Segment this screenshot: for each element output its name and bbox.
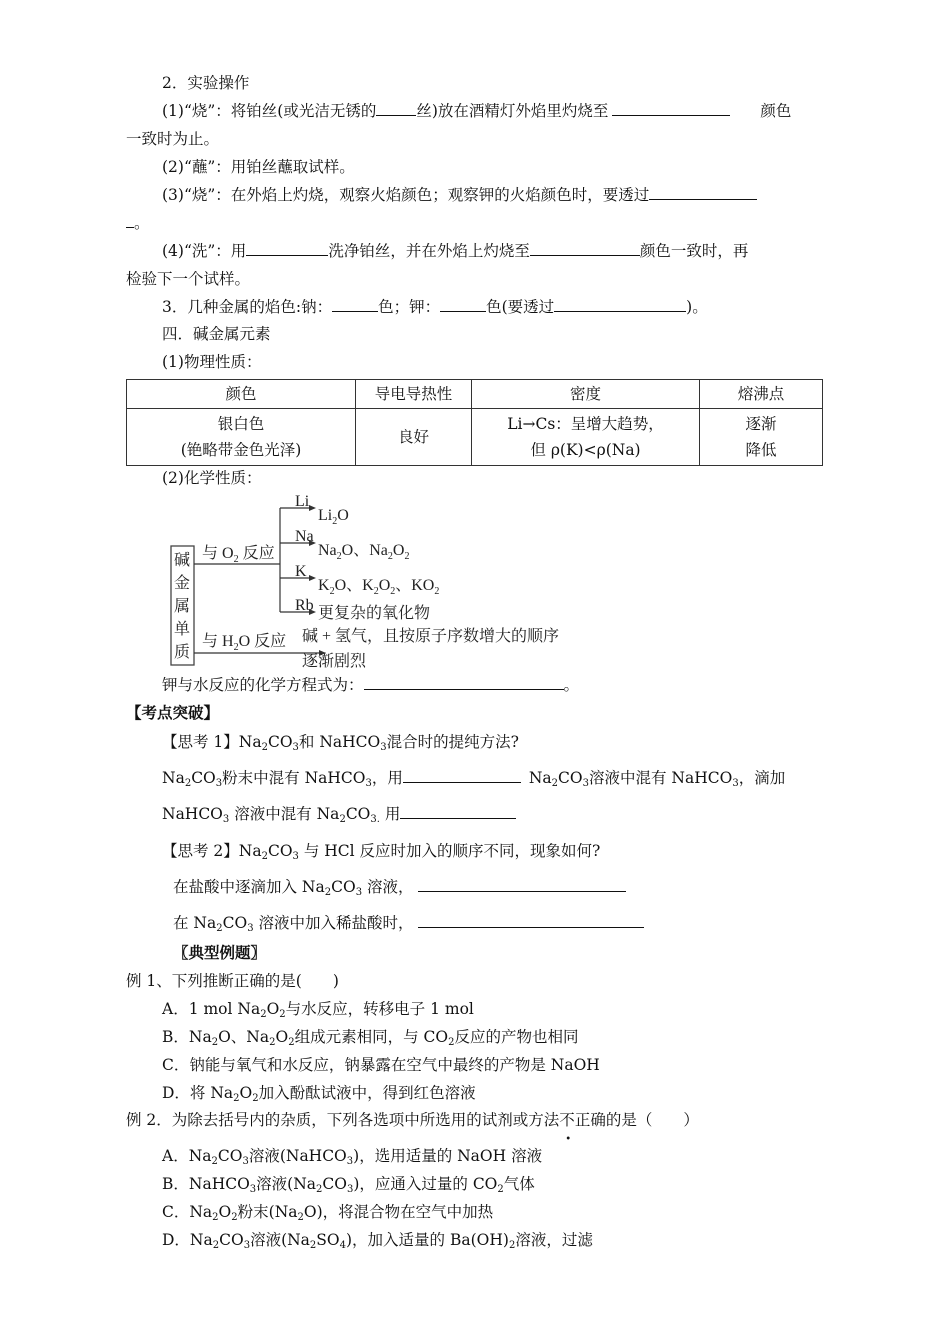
sec2-heading: 2．实验操作 — [162, 74, 250, 92]
h2o-product-line2: 逐渐剧烈 — [302, 653, 367, 670]
box-char: 金 — [174, 575, 191, 592]
h2o-product-line1: 碱 + 氢气，且按原子序数增大的顺序 — [302, 628, 560, 645]
typical-heading: 〖典型例题〗 — [173, 943, 267, 962]
th-density: 密度 — [472, 380, 700, 409]
blank[interactable] — [440, 296, 486, 312]
think1-line2: NaHCO$_3$ 溶液中混有 $Na_2CO_{3.}$ 用 — [162, 803, 516, 825]
blank[interactable] — [126, 212, 134, 228]
box-char: 单 — [174, 621, 191, 638]
td-mp: 逐渐 降低 — [700, 409, 823, 466]
rb-label: Rb — [295, 597, 314, 614]
box-char: 碱 — [174, 552, 191, 569]
k-label: K — [295, 563, 307, 580]
box-char: 质 — [174, 644, 191, 661]
think1-line1: $Na_2CO_3$粉末中混有 NaHCO$_3$，用 $Na_2CO_3$溶液中混有 NaHCO$_3$，滴加 — [162, 769, 786, 789]
sec2-step4: (4)“洗”：用 洗净铂丝，并在外焰上灼烧至 颜色一致时，再 — [162, 242, 749, 260]
sec3-flame-colors: 3．几种金属的焰色:钠： 色；钾： 色(要透过 )。 — [162, 298, 708, 316]
sec4-phys-label: (1)物理性质： — [162, 353, 262, 371]
blank[interactable] — [364, 674, 564, 690]
think2-line1: 在盐酸中逐滴加入 $Na_2CO_3$ 溶液， — [173, 876, 626, 898]
think1-title: 【思考 1】$Na_2CO_3$和 NaHCO$_3$混合时的提纯方法? — [162, 733, 519, 753]
blank[interactable] — [554, 296, 686, 312]
ex2-option-d[interactable]: D．$Na_2CO_3$溶液$(Na_2SO_4)$，加入适量的 $Ba(OH)_2$溶液，过滤 — [162, 1231, 593, 1251]
na-label: Na — [295, 528, 314, 545]
blank[interactable] — [400, 803, 516, 819]
blank[interactable] — [246, 240, 328, 256]
blank[interactable] — [418, 876, 626, 892]
li-product: $Li_2O$ — [318, 507, 349, 527]
ex2-option-c[interactable]: C．$Na_2O_2$粉末$(Na_2O)$，将混合物在空气中加热 — [162, 1203, 494, 1223]
blank[interactable] — [376, 100, 416, 116]
k-water-equation: 钾与水反应的化学方程式为： 。 — [162, 676, 580, 694]
ex2-question: 例 2．为除去括号内的杂质，下列各选项中所选用的试剂或方法不 • 正确的是（ ） — [126, 1111, 699, 1145]
sec2-step4-cont: 检验下一个试样。 — [126, 270, 251, 288]
sec2-step1: (1)“烧”：将铂丝(或光洁无锈的 丝)放在酒精灯外焰里灼烧至 颜色 — [162, 102, 792, 120]
sec2-step1-cont: 一致时为止。 — [126, 130, 220, 148]
ex1-option-c[interactable]: C．钠能与氧气和水反应，钠暴露在空气中最终的产物是 NaOH — [162, 1056, 600, 1074]
td-color: 银白色 (铯略带金色光泽) — [127, 409, 356, 466]
sec4-heading: 四．碱金属元素 — [162, 325, 271, 343]
sec4-chem-label: (2)化学性质： — [162, 469, 262, 487]
sec2-step3: (3)“烧”：在外焰上灼烧，观察火焰颜色；观察钾的火焰颜色时，要透过 — [162, 184, 757, 206]
th-conduct: 导电导热性 — [356, 380, 472, 409]
ex1-question: 例 1、下列推断正确的是( ) — [126, 972, 339, 990]
ex1-option-b[interactable]: B．$Na_2O$、$Na_2O_2$组成元素相同，与 $CO_2$反应的产物也相同 — [162, 1028, 579, 1048]
kaodian-heading: 【考点突破】 — [126, 703, 220, 722]
physical-properties-table — [126, 379, 823, 466]
td-conduct: 良好 — [356, 409, 472, 466]
sec2-step3-cont: 。 — [126, 212, 150, 234]
emphasis-dot-char: 不 • — [559, 1111, 575, 1145]
think2-line2: 在 $Na_2CO_3$ 溶液中加入稀盐酸时， — [173, 912, 644, 934]
k-product: $K_2O$、$K_2O_2$、$KO_2$ — [318, 577, 440, 597]
think2-title: 【思考 2】$Na_2CO_3$ 与 HCl 反应时加入的顺序不同，现象如何? — [162, 842, 601, 862]
th-mp: 熔沸点 — [700, 380, 823, 409]
ex2-option-b[interactable]: B．NaHCO$_3$溶液$(Na_2CO_3)$，应通入过量的 $CO_2$气体 — [162, 1175, 535, 1195]
blank[interactable] — [649, 184, 757, 200]
blank[interactable] — [332, 296, 378, 312]
na-product: $Na_2O$、$Na_2O_2$ — [318, 542, 410, 562]
ex1-option-a[interactable]: A．1 mol $Na_2O_2$与水反应，转移电子 1 mol — [162, 1000, 474, 1020]
th-color: 颜色 — [127, 380, 356, 409]
blank[interactable] — [612, 100, 730, 116]
o2-label: 与 $O_2$ 反应 — [202, 545, 275, 565]
li-label: Li — [295, 494, 310, 510]
sec2-step2: (2)“蘸”：用铂丝蘸取试样。 — [162, 158, 355, 176]
box-char: 属 — [174, 598, 191, 615]
blank[interactable] — [418, 912, 644, 928]
td-density: Li→Cs：呈增大趋势， 但 ρ(K)<ρ(Na) — [472, 409, 700, 466]
rb-product: 更复杂的氧化物 — [318, 605, 431, 622]
h2o-label: 与 $H_2O$ 反应 — [202, 633, 287, 653]
blank[interactable] — [530, 240, 640, 256]
ex1-option-d[interactable]: D．将 $Na_2O_2$加入酚酞试液中，得到红色溶液 — [162, 1084, 476, 1104]
ex2-option-a[interactable]: A．$Na_2CO_3$溶液(NaHCO$_3$)，选用适量的 NaOH 溶液 — [162, 1147, 543, 1167]
blank[interactable] — [403, 767, 521, 783]
chem-properties-diagram — [162, 494, 582, 674]
